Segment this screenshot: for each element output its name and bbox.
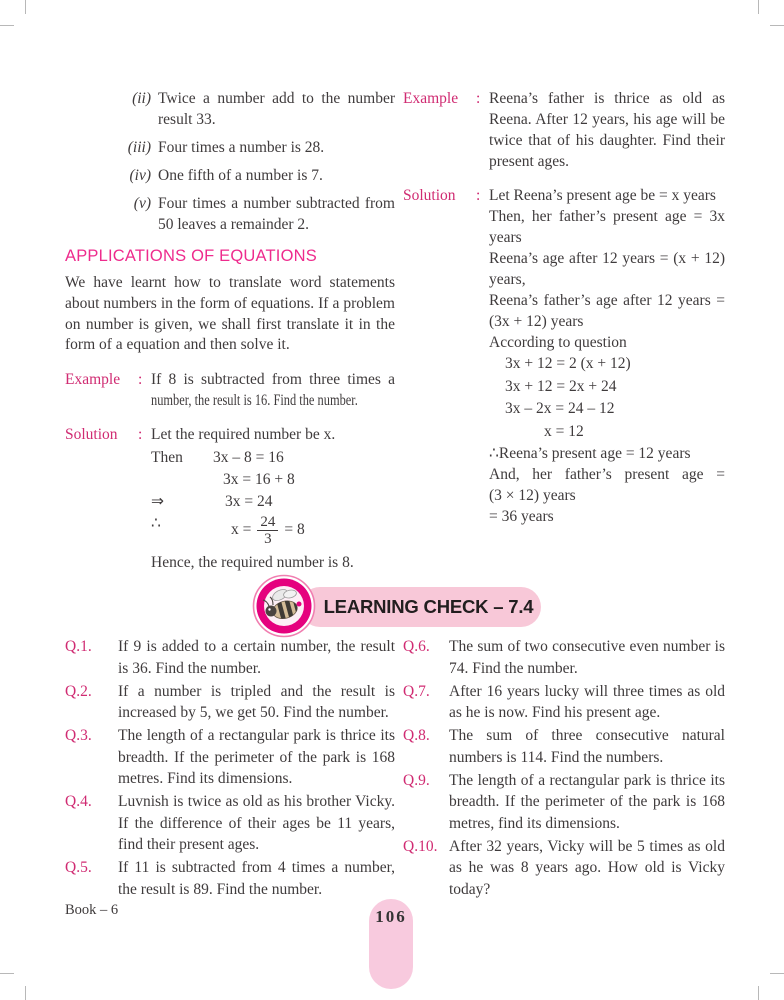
- question-item: [65, 791, 395, 856]
- fraction: [257, 514, 278, 547]
- crop-mark: [770, 973, 784, 974]
- equation-text: 3x = 16 + 8: [223, 471, 295, 489]
- footer-book-label: Book – 6: [65, 902, 119, 918]
- question-item: [403, 836, 725, 901]
- learning-check-questions: [65, 636, 725, 902]
- example-label: Example: [65, 371, 121, 389]
- question-label: Q.6.: [403, 638, 430, 655]
- question-label: Q.5.: [65, 859, 92, 876]
- solution-label: Solution: [65, 426, 118, 444]
- crop-mark: [0, 25, 14, 26]
- question-text: Luvnish is twice as old as his brother Vicky. If the difference of their ages be 11 years, find their present ages.: [118, 793, 395, 853]
- conclusion-text: Hence, the required number is 8.: [151, 554, 354, 572]
- crop-mark: [25, 986, 26, 1000]
- question-item: [65, 636, 395, 679]
- question-text: If a number is tripled and the result is increased by 5, we get 50. Find the number.: [118, 682, 395, 721]
- bee-icon: [252, 574, 316, 638]
- list-item-label: (ii): [132, 90, 151, 107]
- equation-text: 3x = 24: [225, 493, 273, 511]
- question-label: Q.4.: [65, 793, 92, 810]
- equation-line: [151, 513, 395, 547]
- question-item: [403, 681, 725, 724]
- question-label: Q.8.: [403, 727, 430, 744]
- list-item: [65, 165, 395, 186]
- solution-text: Let the required number be x.: [151, 426, 336, 444]
- crop-mark: [770, 25, 784, 26]
- separator-colon: :: [138, 426, 143, 444]
- question-label: Q.1.: [65, 638, 92, 655]
- crop-mark: [758, 986, 759, 1000]
- page-number: 106: [375, 907, 407, 926]
- equation-marker: Then: [151, 449, 183, 467]
- learning-check-title: LEARNING CHECK – 7.4: [323, 596, 534, 617]
- question-item: [403, 636, 725, 679]
- solution-block: [403, 185, 725, 527]
- separator-colon: :: [476, 187, 481, 204]
- equation-line: 3x – 2x = 24 – 12: [505, 400, 615, 417]
- solution-line: Reena’s father’s age after 12 years = (3x + 12) years: [489, 292, 725, 330]
- question-text: After 16 years lucky will three times as old as he is now. Find his present age.: [449, 682, 725, 721]
- therefore-symbol: ∴: [151, 515, 161, 533]
- question-text: If 11 is subtracted from 4 times a number, the result is 89. Find the number.: [118, 859, 395, 898]
- question-text: The sum of three consecutive natural numbers is 114. Find the numbers.: [449, 727, 725, 766]
- result-line: ∴Reena’s present age = 12 years: [489, 445, 691, 462]
- solution-line: Then, her father’s present age = 3x years: [489, 208, 725, 246]
- question-label: Q.10.: [403, 837, 438, 855]
- fraction-denominator: 3: [264, 530, 272, 547]
- equation-line: 3x + 12 = 2x + 24: [505, 377, 617, 395]
- question-item: [65, 725, 395, 790]
- question-label: Q.3.: [65, 727, 92, 744]
- question-text: The length of a rectangular park is thrice its breadth. If the perimeter of the park is 168 metres. Find its dimensions.: [118, 727, 395, 787]
- separator-colon: :: [138, 371, 143, 389]
- right-column: [403, 88, 725, 527]
- result-line: = 36 years: [489, 508, 554, 525]
- crop-mark: [0, 973, 14, 974]
- questions-right-column: [403, 636, 725, 902]
- example-block: [65, 369, 395, 411]
- example-text: Reena’s father is thrice as old as Reena. After 12 years, his age will be twice that of his daughter. Find their present ages.: [489, 90, 725, 170]
- question-item: [403, 770, 725, 835]
- list-item-text: Four times a number subtracted from 50 leaves a remainder 2.: [158, 195, 395, 233]
- question-item: [65, 681, 395, 724]
- example-label: Example: [403, 90, 459, 107]
- list-item-label: (iii): [127, 139, 151, 156]
- example-block: [403, 88, 725, 172]
- question-text: The length of a rectangular park is thrice its breadth. If the perimeter of the park is 168 metres, find its dimensions.: [449, 771, 725, 832]
- list-item: [65, 193, 395, 235]
- equation-line: [151, 491, 395, 513]
- equation-line: [151, 447, 395, 469]
- list-item-text: Four times a number is 28.: [158, 139, 325, 156]
- intro-paragraph: We have learnt how to translate word statements about numbers in the form of equations. If a problem on number is given, we shall first translate it in the form of a equation and then solve it.: [65, 274, 395, 354]
- equation-text: 3x – 8 = 16: [213, 449, 284, 467]
- question-item: [403, 725, 725, 768]
- solution-block: [65, 424, 395, 573]
- question-text: The sum of two consecutive even number is 74. Find the number.: [449, 638, 725, 677]
- list-item-label: (iv): [129, 167, 151, 184]
- equation-line: 3x + 12 = 2 (x + 12): [505, 355, 631, 372]
- equation-line: [151, 469, 395, 491]
- equation-marker: ⇒: [151, 493, 164, 511]
- example-text-line: number, the result is 16. Find the number.: [151, 392, 358, 410]
- result-line: (3 × 12) years: [489, 487, 576, 504]
- equation-line: x = 12: [544, 422, 584, 440]
- questions-left-column: [65, 636, 395, 902]
- list-item-text: Twice a number add to the number result 33.: [158, 90, 395, 128]
- equation-text: x =: [231, 521, 252, 539]
- question-item: [65, 857, 395, 900]
- left-column: [65, 88, 395, 573]
- crop-mark: [25, 0, 26, 14]
- question-text: After 32 years, Vicky will be 5 times as old as he was 8 years ago. How old is Vicky today?: [449, 837, 725, 898]
- solution-line: Let Reena’s present age be = x years: [489, 187, 716, 204]
- crop-mark: [758, 0, 759, 14]
- question-label: Q.7.: [403, 682, 430, 700]
- separator-colon: :: [476, 90, 481, 107]
- example-text-line: If 8 is subtracted from three times a: [151, 371, 395, 389]
- equation-text: = 8: [284, 521, 305, 539]
- fraction-numerator: 24: [257, 514, 278, 531]
- result-line: And, her father’s present age =: [489, 466, 725, 483]
- list-item: [65, 88, 395, 130]
- question-label: Q.2.: [65, 682, 92, 700]
- question-label: Q.9.: [403, 771, 430, 789]
- solution-line: According to question: [489, 334, 627, 351]
- section-heading: APPLICATIONS OF EQUATIONS: [65, 247, 317, 265]
- question-text: If 9 is added to a certain number, the result is 36. Find the number.: [118, 638, 395, 677]
- list-item-text: One fifth of a number is 7.: [158, 167, 323, 184]
- list-item: [65, 137, 395, 158]
- list-item-label: (v): [133, 195, 151, 212]
- solution-label: Solution: [403, 187, 456, 204]
- solution-line: Reena’s age after 12 years = (x + 12) years,: [489, 250, 725, 288]
- equation-marker: [151, 469, 201, 491]
